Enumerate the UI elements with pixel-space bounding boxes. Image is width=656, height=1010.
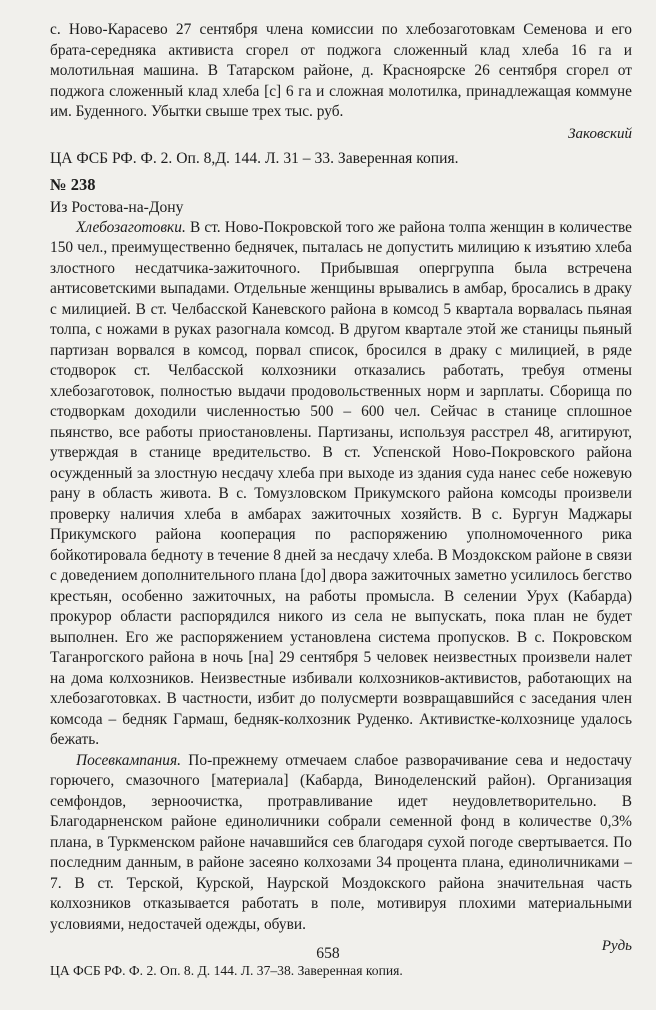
signature-zakovsky: Заковский — [568, 125, 632, 142]
archive-reference: ЦА ФСБ РФ. Ф. 2. Оп. 8,Д. 144. Л. 31 – 33. Заверенная копия. — [50, 149, 459, 167]
document-page — [50, 20, 632, 981]
section-text: По-прежнему отмечаем слабое разворачивание сева и недостачу горючего, смазочного [материала] (Кабарда, Виноделенский район). Организация семфондов, зерноочистка, протравливание идет неудовлетворительно. В Благодарненском районе единоличники собрали семенной фонд в количестве 0,3% плана, в Туркменском районе начавшийся сев благодаря сухой погоде свертывается. По последним данным, в районе засеяно колхозами 34 процента плана, единоличниками – 7. В ст. Терской, Курской, Наурской Моздокского района значительная часть колхозников отказывается работать в поле, мотивируя плохими материальными условиями, недостачей одежды, обуви. — [50, 751, 632, 933]
document-number: № 238 — [50, 174, 96, 194]
signature-rud: Рудь — [601, 938, 632, 954]
page-number: 658 — [316, 945, 340, 962]
document-origin: Из Ростова-на-Дону — [50, 198, 184, 216]
section-lead: Хлебозаготовки. — [76, 218, 186, 236]
grain-procurement-paragraph — [50, 218, 632, 751]
section-text: В ст. Ново-Покровской того же района толпа женщин в количестве 150 чел., преимущественно беднячек, пыталась не допустить милицию к изъятию хлеба злостного несдатчика-зажиточного. Прибывшая опергруппа была встречена антисоветскими выпадами. Отдельные женщины врывались в амбар, бросались в драку с милицией. В ст. Челбасской Каневского района в комсод 5 квартала ворвалась пьяная толпа, с ножами в руках разогнала комсод. В другом квартале этой же станицы пьяный партизан ворвался в комсод, порвал список, бросился в драку с милицией, в ряде стодворок ст. Челбасской колхозники отказались работать, требуя отмены хлебозаготовок, полностью выдачи продовольственных норм и зарплаты. Сборища по стодворкам доходили численностью 500 – 600 чел. Сейчас в станице сплошное пьянство, все работы приостановлены. Партизаны, используя расстрел 48, агитируют, утверждая в станице вредительство. В ст. Успенской Ново-Покровского района осужденный за злостную несдачу хлеба при выходе из здания суда нанес себе ножевую рану в область живота. В с. Томузловском Прикумского района комсоды произвели проверку наличия хлеба в амбарах зажиточных хозяйств. В с. Бургун Маджары Прикумского района кооперация по распоряжению уполномоченного рика бойкотировала бедноту в течение 8 дней за несдачу хлеба. В Моздокском районе в связи с доведением дополнительного плана [до] двора зажиточных заметно усилилось бегство крестьян, особенно зажиточных, на работы промысла. В селении Урух (Кабарда) прокурор области распорядился никого из села не выпускать, пока план не будет выполнен. Его же распоряжением установлена система пропусков. В с. Покровском Таганрогского района в ночь [на] 29 сентября 5 человек неизвестных произвели налет на дома колхозников. Неизвестные избивали колхозников-активистов, работающих на хлебозаготовках. В частности, избит до полусмерти возвращавшийся с заседания член комсода – бедняк Гармаш, бедняк-колхозник Руденко. Активистке-колхознице удалось бежать. — [50, 218, 632, 748]
continuation-paragraph: с. Ново-Карасево 27 сентября члена комиссии по хлебозаготовкам Семенова и его брата-середняка активиста сгорел от поджога сложенный клад хлеба 16 га и молотильная машина. В Татарском районе, д. Красноярске 26 сентября сгорел от поджога сложенный клад хлеба [с] 6 га и сложная молотилка, принадлежащая коммуне им. Буденного. Убытки свыше трех тыс. руб. — [50, 21, 632, 120]
archive-reference: ЦА ФСБ РФ. Ф. 2. Оп. 8. Д. 144. Л. 37–38. Заверенная копия. — [50, 963, 403, 978]
section-lead: Посевкампания. — [76, 751, 182, 769]
sowing-campaign-paragraph — [50, 751, 632, 936]
